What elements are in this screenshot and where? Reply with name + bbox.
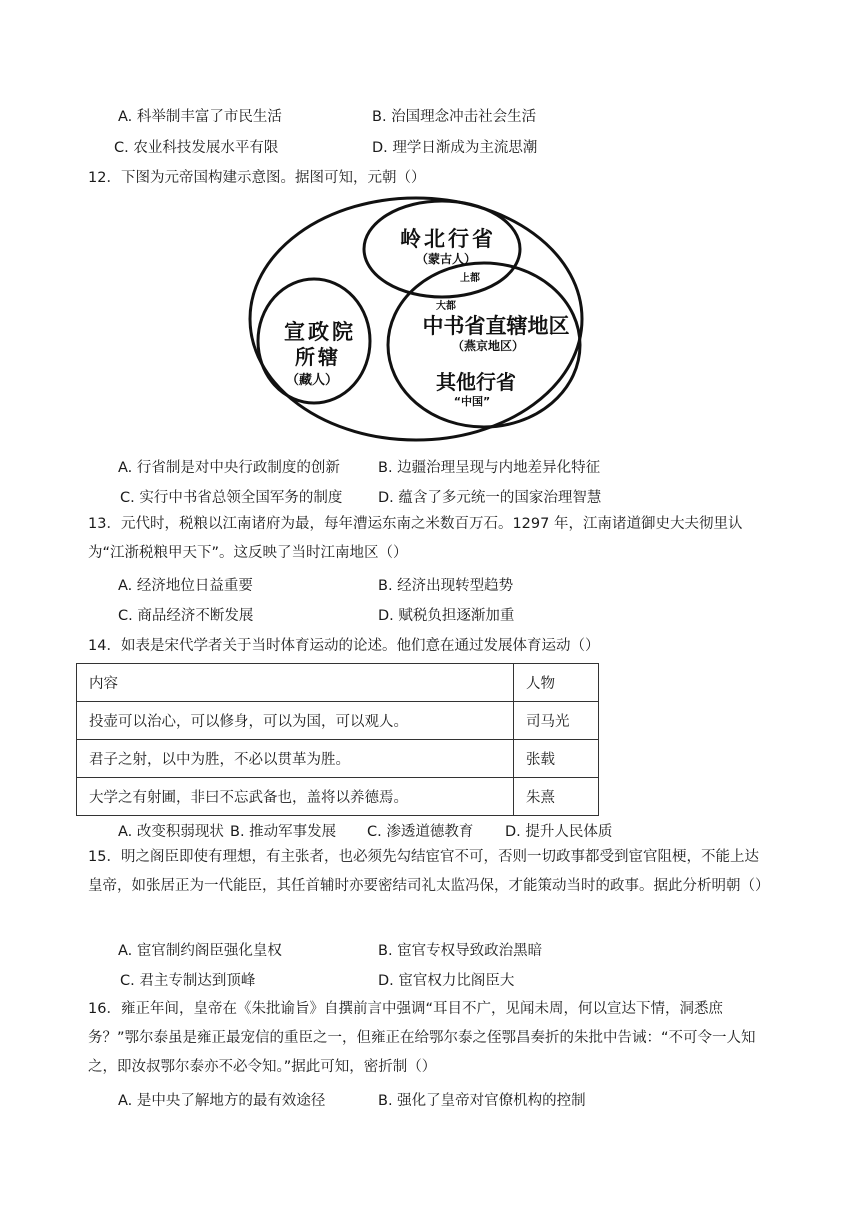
lingbei-sub-label: （蒙古人） bbox=[415, 252, 477, 266]
table-row bbox=[77, 778, 599, 816]
q15-option-d: D. 宦官权力比阁臣大 bbox=[378, 973, 515, 989]
q16-stem: 16．雍正年间，皇帝在《朱批谕旨》自撰前言中强调“耳目不广，见闻未周，何以宣达下情，洞悉庶务？”鄂尔泰虽是雍正最宠信的重臣之一，但雍正在给鄂尔泰之侄鄂昌奏折的朱批中告诫：“不可令一人知之，即汝叔鄂尔泰亦不必令知。”据此可知，密折制（） bbox=[88, 1001, 756, 1075]
table-cell-content: 投壶可以治心，可以修身，可以为国，可以观人。 bbox=[77, 702, 514, 740]
q15-option-a: A. 宦官制约阁臣强化皇权 bbox=[118, 943, 282, 959]
q15-option-b: B. 宦官专权导致政治黑暗 bbox=[378, 943, 543, 959]
table-cell-person: 司马光 bbox=[514, 702, 599, 740]
q14-option-c: C. 渗透道德教育 bbox=[367, 824, 474, 840]
table-cell-content: 君子之射，以中为胜，不必以贯革为胜。 bbox=[77, 740, 514, 778]
q14-table bbox=[76, 663, 599, 816]
q12-option-a: A. 行省制是对中央行政制度的创新 bbox=[118, 460, 340, 476]
xuanzheng-label-2: 所辖 bbox=[295, 345, 341, 369]
q12-option-d: D. 蕴含了多元统一的国家治理智慧 bbox=[378, 490, 602, 506]
q13-option-a: A. 经济地位日益重要 bbox=[118, 578, 253, 594]
q12-option-b: B. 边疆治理呈现与内地差异化特征 bbox=[378, 460, 601, 476]
q14-option-d: D. 提升人民体质 bbox=[505, 824, 613, 840]
qita-label: 其他行省 bbox=[436, 370, 516, 394]
q15-stem: 15．明之阁臣即使有理想，有主张者，也必须先勾结宦官不可，否则一切政事都受到宦官阻梗，不能上达皇帝，如张居正为一代能臣，其任首辅时亦要密结司礼太监冯保，才能策动当时的政事。据此分析明朝（） bbox=[88, 849, 770, 894]
q14-stem: 14．如表是宋代学者关于当时体育运动的论述。他们意在通过发展体育运动（） bbox=[88, 638, 600, 654]
xuanzheng-sub-label: （藏人） bbox=[285, 373, 339, 388]
q11-option-c: C. 农业科技发展水平有限 bbox=[114, 140, 279, 156]
zhongshu-label: 中书省直辖地区 bbox=[422, 314, 570, 338]
zhongshu-sub-label: （燕京地区） bbox=[451, 339, 525, 353]
q16-option-a: A. 是中央了解地方的最有效途径 bbox=[118, 1093, 326, 1109]
q11-option-a: A. 科举制丰富了市民生活 bbox=[118, 109, 282, 125]
table-row bbox=[77, 740, 599, 778]
q12-option-c: C. 实行中书省总领全国军务的制度 bbox=[120, 490, 343, 506]
table-row bbox=[77, 702, 599, 740]
q13-option-c: C. 商品经济不断发展 bbox=[118, 608, 254, 624]
q13-option-d: D. 赋税负担逐渐加重 bbox=[378, 608, 515, 624]
q12-stem: 12．下图为元帝国构建示意图。据图可知，元朝（） bbox=[88, 170, 426, 186]
q14-option-a: A. 改变积弱现状 bbox=[118, 824, 224, 840]
xuanzheng-label-1: 宣政院 bbox=[284, 320, 356, 344]
table-header-content: 内容 bbox=[77, 664, 514, 702]
q13-option-b: B. 经济出现转型趋势 bbox=[378, 578, 514, 594]
table-header-person: 人物 bbox=[514, 664, 599, 702]
lingbei-label: 岭北行省 bbox=[400, 227, 496, 251]
yuan-empire-diagram bbox=[248, 193, 588, 443]
q13-stem: 13．元代时，税粮以江南诸府为最，每年漕运东南之米数百万石。1297 年，江南诸道御史大夫彻里认为“江浙税粮甲天下”。这反映了当时江南地区（） bbox=[88, 516, 743, 561]
dadu-label: 大都 bbox=[436, 301, 456, 312]
table-header-row bbox=[77, 664, 599, 702]
q16-option-b: B. 强化了皇帝对官僚机构的控制 bbox=[378, 1093, 586, 1109]
table-cell-person: 朱熹 bbox=[514, 778, 599, 816]
q11-option-d: D. 理学日渐成为主流思潮 bbox=[372, 140, 538, 156]
zhongguo-label: “中国” bbox=[453, 395, 491, 408]
table-cell-content: 大学之有射圃，非曰不忘武备也，盖将以养德焉。 bbox=[77, 778, 514, 816]
q11-option-b: B. 治国理念冲击社会生活 bbox=[372, 109, 537, 125]
q14-option-b: B. 推动军事发展 bbox=[230, 824, 337, 840]
q15-option-c: C. 君主专制达到顶峰 bbox=[120, 973, 256, 989]
shangdu-label: 上都 bbox=[460, 273, 480, 284]
table-cell-person: 张载 bbox=[514, 740, 599, 778]
